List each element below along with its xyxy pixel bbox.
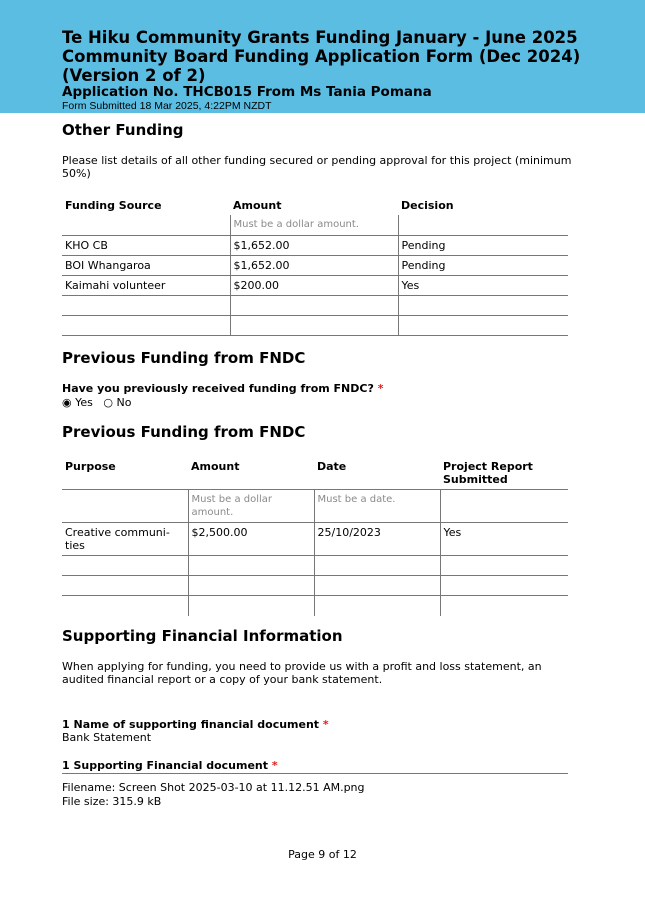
table-row [62,556,568,576]
previous-funding-table-title: Previous Funding from FNDC [62,423,306,441]
doc-name-label: 1 Name of supporting financial document * [62,718,329,731]
required-marker: * [322,718,329,731]
column-header-amount: Amount [191,460,240,473]
date-cell: 25/10/2023 [314,523,440,556]
radio-yes-label: Yes [75,396,93,409]
supporting-doc-label: 1 Supporting Financial document * [62,759,568,774]
previous-funding-radio-group [62,396,131,409]
amount-hint: Must be a dollar amount. [230,215,398,235]
column-header-amount: Amount [233,199,282,212]
decision-cell: Yes [398,275,568,295]
decision-cell: Pending [398,255,568,275]
previous-funding-question [62,382,383,395]
radio-unselected-icon: ○ [103,396,113,409]
radio-selected-icon: ◉ [62,396,72,409]
column-header-decision: Decision [401,199,454,212]
column-header-funding-source: Funding Source [65,199,162,212]
column-header-date: Date [317,460,347,473]
column-header-purpose: Purpose [65,460,116,473]
form-title: Te Hiku Community Grants Funding January - June 2025 Community Board Funding Application Form (Dec 2024) (Version 2 of 2) [62,28,581,85]
table-row [62,295,568,315]
table-row [62,596,568,616]
other-funding-table [62,196,568,336]
previous-funding-title: Previous Funding from FNDC [62,349,306,367]
amount-hint: Must be a dollar amount. [188,490,314,523]
decision-cell: Pending [398,235,568,255]
radio-no[interactable] [103,396,131,409]
other-funding-title: Other Funding [62,121,184,139]
table-row [62,255,568,275]
amount-cell: $2,500.00 [188,523,314,556]
submission-timestamp: Form Submitted 18 Mar 2025, 4:22PM NZDT [62,100,272,112]
required-marker: * [271,759,278,772]
table-row [62,315,568,335]
funding-source-cell: Kaimahi volunteer [62,275,230,295]
supporting-financial-title: Supporting Financial Information [62,627,343,645]
funding-source-cell: KHO CB [62,235,230,255]
date-hint: Must be a date. [314,490,440,523]
other-funding-description: Please list details of all other funding secured or pending approval for this project (minimum 50%) [62,154,572,180]
table-row [62,523,568,556]
doc-name-value: Bank Statement [62,731,152,744]
purpose-cell: Creative communi-ties [62,523,188,556]
table-row [62,576,568,596]
funding-source-cell: BOI Whangaroa [62,255,230,275]
required-marker: * [377,382,384,395]
radio-no-label: No [116,396,132,409]
question-text: Have you previously received funding from FNDC? [62,382,374,395]
application-number: Application No. THCB015 From Ms Tania Pomana [62,84,432,100]
table-row [62,275,568,295]
column-header-report-submitted: Project Report Submitted [443,460,533,486]
form-header [0,0,645,113]
radio-yes[interactable] [62,396,93,409]
table-row [62,235,568,255]
table-hint-row [62,215,568,235]
table-hint-row [62,490,568,523]
page-number: Page 9 of 12 [288,848,357,861]
supporting-financial-description: When applying for funding, you need to provide us with a profit and loss statement, an audited financial report or a copy of your bank statement. [62,660,542,686]
amount-cell: $200.00 [230,275,398,295]
attachment-filesize: File size: 315.9 kB [62,795,162,808]
attachment-filename[interactable]: Filename: Screen Shot 2025-03-10 at 11.12.51 AM.png [62,781,365,794]
table-header-row [62,457,568,490]
report-submitted-cell: Yes [440,523,568,556]
amount-cell: $1,652.00 [230,235,398,255]
table-header-row [62,196,568,215]
previous-funding-table [62,457,568,616]
amount-cell: $1,652.00 [230,255,398,275]
